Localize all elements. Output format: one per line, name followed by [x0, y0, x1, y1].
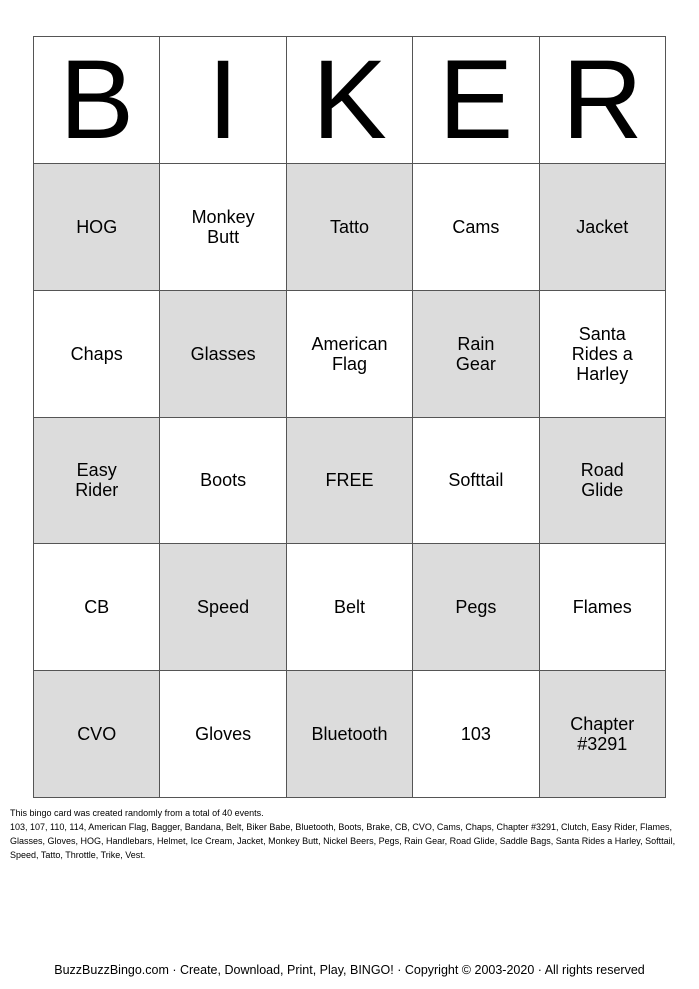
header-letter-i: I: [160, 37, 286, 164]
footnote-event-list: 103, 107, 110, 114, American Flag, Bagger, Bandana, Belt, Biker Babe, Bluetooth, Boots, Brake, CB, CVO, Cams, Chaps, Chapter #3291, Clutch, Easy Rider, Flames, Glasses, Gloves, HOG, Handlebars, Helmet, Ice Cream, Jacket, Monkey Butt, Nickel Beers, Pegs, Rain Gear, Road Glide, Saddle Bags, Santa Rides a Harley, Softtail, Speed, Tatto, Throttle, Trike, Vest.: [10, 822, 676, 860]
bingo-cell: Monkey Butt: [160, 164, 286, 291]
bingo-cell: Jacket: [539, 164, 665, 291]
footnote: [10, 806, 685, 862]
bingo-cell: Glasses: [160, 290, 286, 417]
bingo-cell: Road Glide: [539, 417, 665, 544]
bingo-cell: Pegs: [413, 544, 539, 671]
footnote-intro: This bingo card was created randomly from a total of 40 events.: [10, 808, 264, 818]
bingo-cell: 103: [413, 671, 539, 798]
header-letter-r: R: [539, 37, 665, 164]
bingo-cell: Belt: [286, 544, 412, 671]
bingo-cell: Chaps: [34, 290, 160, 417]
bingo-grid: [34, 164, 666, 798]
bingo-cell: Tatto: [286, 164, 412, 291]
copyright-footer: BuzzBuzzBingo.com · Create, Download, Print, Play, BINGO! · Copyright © 2003-2020 · All rights reserved: [54, 963, 645, 977]
bingo-cell: Cams: [413, 164, 539, 291]
bingo-cell: American Flag: [286, 290, 412, 417]
bingo-row: [34, 671, 666, 798]
bingo-cell: Easy Rider: [34, 417, 160, 544]
bingo-cell: Flames: [539, 544, 665, 671]
bingo-cell: Softtail: [413, 417, 539, 544]
header-letter-e: E: [413, 37, 539, 164]
bingo-cell: Santa Rides a Harley: [539, 290, 665, 417]
bingo-cell: Chapter #3291: [539, 671, 665, 798]
header-letter-b: B: [34, 37, 160, 164]
bingo-card: [33, 36, 666, 798]
bingo-cell: FREE: [286, 417, 412, 544]
header-letter-k: K: [286, 37, 412, 164]
bingo-cell: CB: [34, 544, 160, 671]
bingo-row: [34, 164, 666, 291]
bingo-cell: HOG: [34, 164, 160, 291]
bingo-cell: Boots: [160, 417, 286, 544]
bingo-cell: Gloves: [160, 671, 286, 798]
bingo-cell: CVO: [34, 671, 160, 798]
bingo-header-row: [34, 37, 666, 164]
bingo-cell: Speed: [160, 544, 286, 671]
bingo-cell: Bluetooth: [286, 671, 412, 798]
bingo-row: [34, 417, 666, 544]
bingo-cell: Rain Gear: [413, 290, 539, 417]
bingo-row: [34, 544, 666, 671]
bingo-row: [34, 290, 666, 417]
